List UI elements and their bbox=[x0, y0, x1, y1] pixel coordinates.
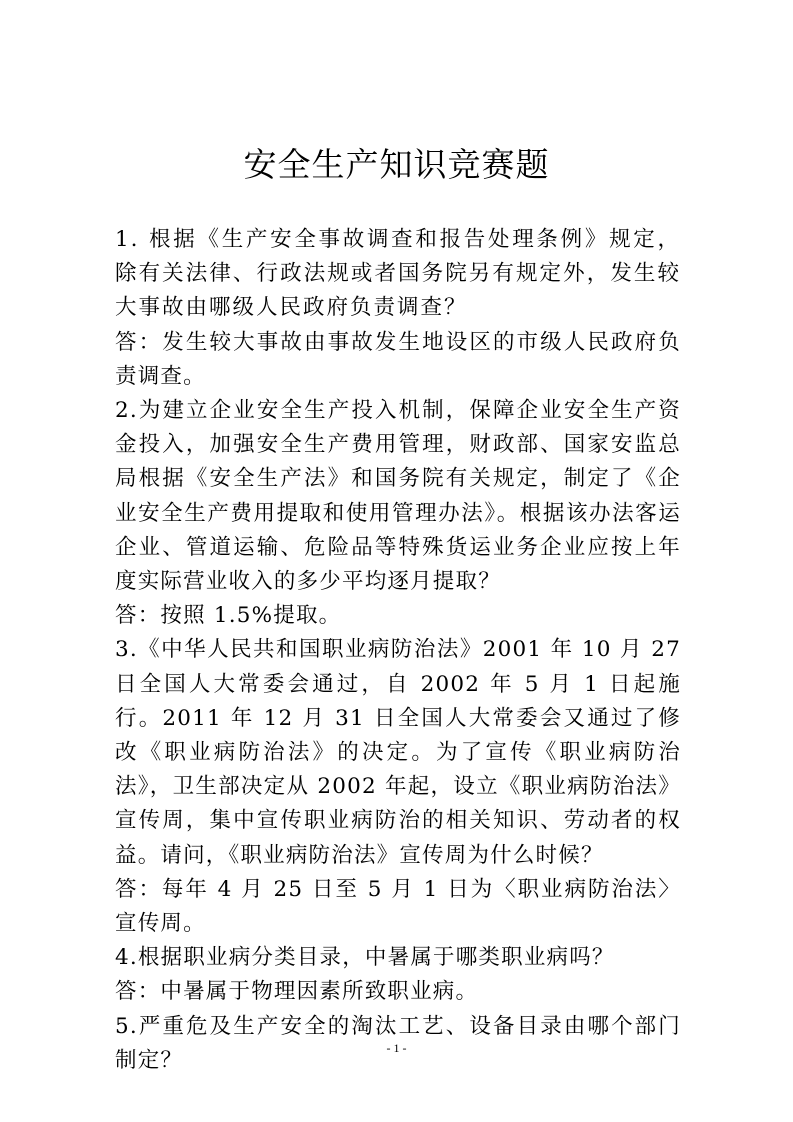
answer-4: 答：中暑属于物理因素所致职业病。 bbox=[115, 979, 479, 1005]
question-5: 5.严重危及生产安全的淘汰工艺、设备目录由哪个部门制定？ bbox=[115, 1013, 681, 1073]
document-body bbox=[115, 223, 681, 1078]
question-2: 2.为建立企业安全生产投入机制，保障企业安全生产资金投入，加强安全生产费用管理，财政部、国家安监总局根据《安全生产法》和国务院有关规定，制定了《企业安全生产费用提取和使用管理办法》。根据该办法客运企业、管道运输、危险品等特殊货运业务企业应按上年度实际营业收入的多少平均逐月提取？ bbox=[115, 398, 681, 595]
answer-1: 答：发生较大事故由事故发生地设区的市级人民政府负责调查。 bbox=[115, 329, 681, 389]
document-title: 安全生产知识竞赛题 bbox=[243, 145, 550, 184]
question-3: 3.《中华人民共和国职业病防治法》2001 年 10 月 27 日全国人大常委会通过，自 2002 年 5 月 1 日起施行。2011 年 12 月 31 日全国人大常委会又通过了修改《职业病防治法》的决定。为了宣传《职业病防治法》，卫生部决定从 2002 年起，设立《职业病防治法》宣传周，集中宣传职业病防治的相关知识、劳动者的权益。请问，《职业病防治法》宣传周为什么时候？ bbox=[115, 637, 681, 868]
page-number: - 1 - bbox=[386, 1041, 407, 1055]
answer-3: 答：每年 4 月 25 日至 5 月 1 日为〈职业病防治法〉宣传周。 bbox=[115, 876, 681, 937]
question-4: 4.根据职业病分类目录，中暑属于哪类职业病吗？ bbox=[115, 945, 615, 971]
question-1: 1. 根据《生产安全事故调查和报告处理条例》规定，除有关法律、行政法规或者国务院另有规定外，发生较大事故由哪级人民政府负责调查？ bbox=[115, 227, 681, 321]
answer-2: 答：按照 1.5%提取。 bbox=[115, 603, 342, 629]
